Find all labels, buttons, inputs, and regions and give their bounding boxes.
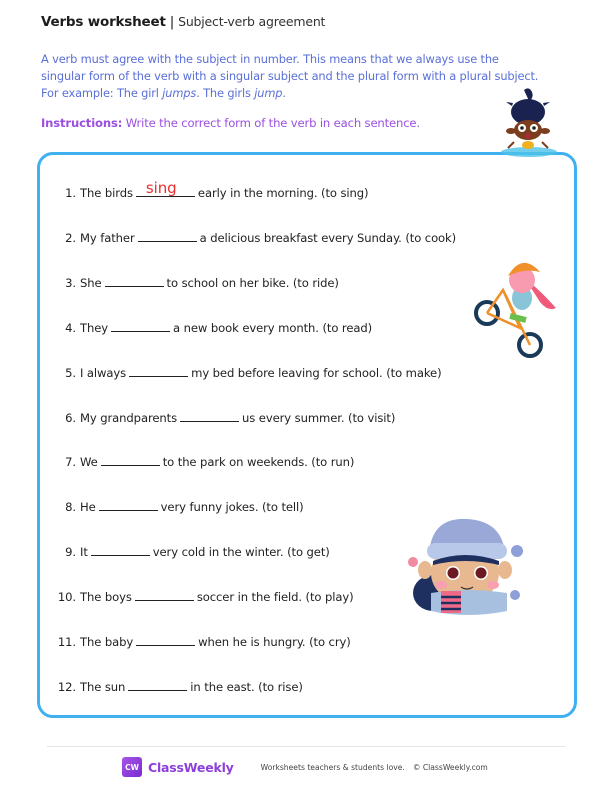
question-item [0,410,395,425]
question-number: 1. [65,186,76,200]
question-subject: The baby [80,635,134,649]
question-subject: My father [80,230,135,245]
answer-blank[interactable] [91,544,150,556]
intro-example-mid: . The girls [196,86,255,100]
example-verb-singular: jumps [162,86,197,100]
question-subject: She [80,275,102,290]
question-number: 12. [57,679,76,694]
question-number: 3. [65,275,76,290]
answer-blank[interactable] [136,179,195,197]
answer-blank[interactable] [135,589,194,601]
question-number: 5. [65,365,76,380]
instructions [41,116,420,130]
worksheet-header [41,14,325,30]
answer-blank[interactable] [111,320,170,332]
answer-blank[interactable] [105,275,164,287]
answer-blank[interactable] [136,634,195,646]
footer-tagline: Worksheets teachers & students love. [260,762,405,772]
question-item [0,365,442,380]
question-number: 11. [57,635,76,649]
question-subject: The sun [80,679,126,694]
worksheet-title: Verbs worksheet [41,14,166,30]
question-subject: It [80,545,88,560]
footer [122,757,488,777]
question-rest: a delicious breakfast every Sunday. (to cook) [199,230,457,245]
question-subject: We [80,455,98,470]
instructions-label: Instructions: [41,116,123,130]
question-rest: in the east. (to rise) [190,679,303,694]
intro-line-2: singular form of the verb with a singular subject and the plural form with a plural subject. [41,69,539,83]
question-number: 6. [65,410,76,425]
intro-paragraph [41,51,561,102]
intro-example-suffix: . [282,86,286,100]
question-subject: My grandparents [80,410,178,425]
answer-blank[interactable] [101,454,160,466]
question-item [0,634,351,649]
question-subject: They [80,320,109,335]
question-rest: soccer in the field. (to play) [196,590,354,605]
question-number: 10. [57,590,76,605]
question-rest: early in the morning. (to sing) [197,186,369,200]
instructions-text: Write the correct form of the verb in each sentence. [122,116,420,130]
question-item [0,275,339,290]
question-rest: us every summer. (to visit) [242,410,396,425]
question-item [0,454,354,469]
question-item [0,679,303,694]
brand-name: ClassWeekly [148,759,234,775]
intro-example-prefix: For example: The girl [41,86,163,100]
question-rest: to the park on weekends. (to run) [162,455,355,470]
classweekly-logo-icon: CW [122,757,142,777]
answer-blank[interactable] [180,410,239,422]
question-rest: very funny jokes. (to tell) [160,500,304,515]
question-number: 2. [65,230,76,245]
intro-line-1: A verb must agree with the subject in number. This means that we always use the [41,52,499,66]
example-verb-plural: jump [254,86,283,100]
question-rest: when he is hungry. (to cry) [198,635,351,649]
question-rest: a new book every month. (to read) [173,320,373,335]
question-item [0,499,304,514]
question-rest: my bed before leaving for school. (to make) [191,365,442,380]
answer-blank[interactable] [99,499,158,511]
intro-line-3 [41,85,561,102]
answer-blank[interactable] [129,365,188,377]
girl-on-bike-illustration [470,258,562,362]
answer-blank[interactable] [138,230,197,242]
question-item [0,544,330,559]
question-item [0,589,354,604]
answer-blank[interactable] [128,679,187,691]
question-number: 7. [65,455,76,470]
footer-copyright: © ClassWeekly.com [412,762,488,772]
title-separator: | [169,14,175,30]
question-subject: He [80,500,96,515]
question-item [0,320,372,335]
worksheet-subtitle: Subject-verb agreement [178,14,326,29]
girl-peeking-illustration [494,86,564,158]
question-number: 9. [65,545,76,560]
question-number: 8. [65,500,76,515]
question-subject: The birds [80,186,133,200]
question-rest: to school on her bike. (to ride) [166,275,339,290]
question-item [0,230,456,245]
answer-text: sing [145,179,177,197]
child-in-winter-hat-illustration [405,515,530,617]
question-subject: I always [80,365,127,380]
question-subject: The boys [80,590,132,605]
question-number: 4. [65,320,76,335]
question-rest: very cold in the winter. (to get) [152,545,330,560]
footer-divider [47,746,565,747]
question-item [0,179,369,200]
